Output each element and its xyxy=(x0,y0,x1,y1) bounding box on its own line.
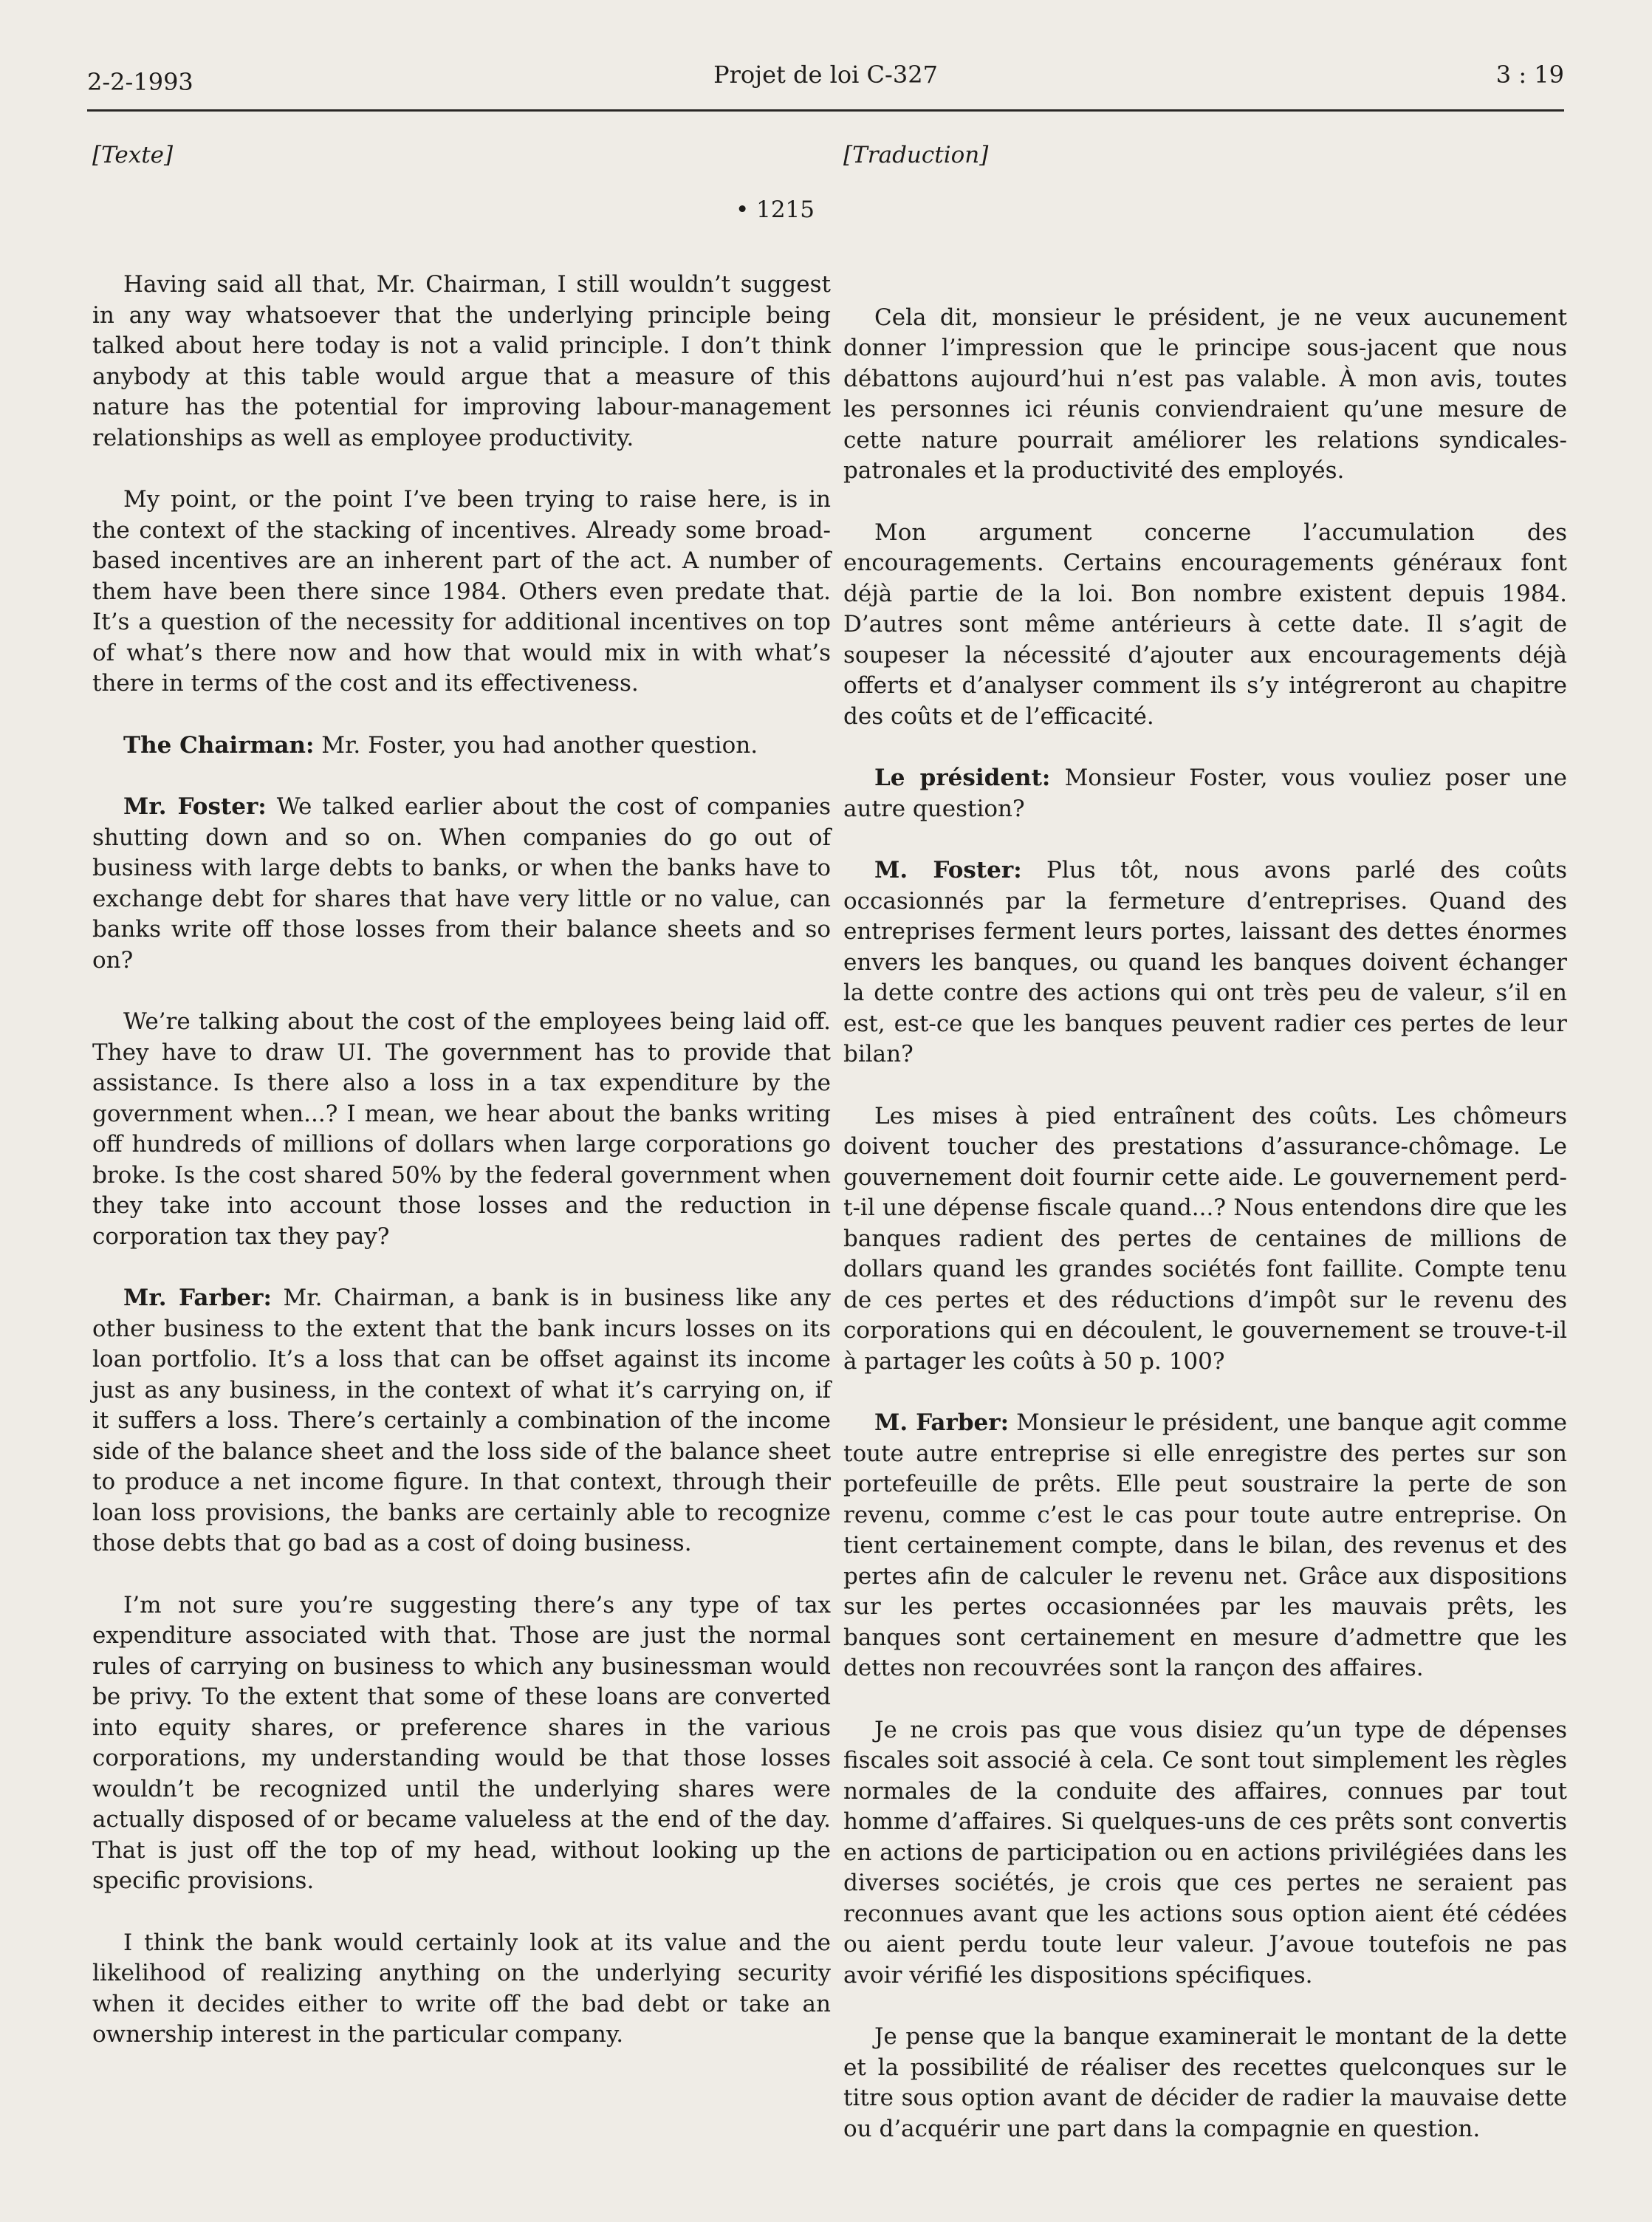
paragraph xyxy=(843,1408,1567,1684)
paragraph xyxy=(92,270,831,454)
paragraph xyxy=(92,731,831,762)
paragraph xyxy=(92,1283,831,1559)
french-paragraphs xyxy=(843,303,1567,2145)
paragraph-text: We talked earlier about the cost of companies shutting down and so on. When companies do go out of business with large debts to banks, or when the banks have to exchange debt for shares that have very little or no value, can banks write off those losses from their balance sheets and so on? xyxy=(92,793,832,974)
section-label-text: [Texte] xyxy=(92,142,174,168)
paragraph-text: Having said all that, Mr. Chairman, I still wouldn’t suggest in any way whatsoever that the underlying principle being talked about here today is not a valid principle. I don’t think anybody at this table would argue that a measure of this nature has the potential for improving labour-management relationships as well as employee productivity. xyxy=(92,271,831,451)
speaker-name: The Chairman: xyxy=(123,731,315,759)
paragraph xyxy=(843,1101,1567,1378)
paragraph-text: Cela dit, monsieur le président, je ne veux aucunement donner l’impression que le principe sous-jacent que nous débattons aujourd’hui n’est pas valable. À mon avis, toutes les personnes ici réunis conviendraient qu’une mesure de cette nature pourrait améliorer les relations syndicales-patronales et la productivité des employés. xyxy=(843,304,1567,484)
section-label-traduction: [Traduction] xyxy=(843,142,989,168)
page-number: 3 : 19 xyxy=(1495,61,1564,89)
speaker-name: M. Farber: xyxy=(874,1409,1010,1436)
paragraph-text: Je ne crois pas que vous disiez qu’un type de dépenses fiscales soit associé à cela. Ce sont tout simplement les règles normales de la conduite des affaires, connues par tout homme d’affaires. Si quelques-uns de ces prêts sont convertis en actions de participation ou en actions privilégiées dans les diverses sociétés, je crois que ces pertes ne seraient pas reconnues avant que les actions sous option aient été cédées ou aient perdu toute leur valeur. J’avoue toutefois ne pas avoir vérifié les dispositions spécifiques. xyxy=(843,1716,1567,1989)
english-paragraphs xyxy=(92,270,831,2051)
paragraph-text: My point, or the point I’ve been trying to raise here, is in the context of the stacking of incentives. Already some broad-based incentives are an inherent part of the act. A number of them have been there since 1984. Others even predate that. It’s a question of the necessity for additional incentives on top of what’s there now and how that would mix in with what’s there in terms of the cost and its effectiveness. xyxy=(92,486,831,697)
paragraph-text: Mr. Foster, you had another question. xyxy=(321,731,758,759)
paragraph-text: Monsieur le président, une banque agit comme toute autre entreprise si elle enregistre des pertes sur son portefeuille de prêts. Elle peut soustraire la perte de son revenu, comme c’est le cas pour toute autre entreprise. On tient certainement compte, dans le bilan, des revenus et des pertes afin de calculer le revenu net. Grâce aux dispositions sur les pertes occasionnées par les mauvais prêts, les banques sont certainement en mesure d’admettre que les dettes non recouvrées sont la rançon des affaires. xyxy=(843,1409,1568,1681)
french-column xyxy=(843,140,1567,2175)
time-stamp: • 1215 xyxy=(735,196,815,223)
bill-title: Projet de loi C-327 xyxy=(713,61,938,89)
paragraph-text: Je pense que la banque examinerait le montant de la dette et la possibilité de réaliser des recettes quelconques sur le titre sous option avant de décider de radier la mauvaise dette ou d’acquérir une part dans la compagnie en question. xyxy=(843,2023,1567,2142)
speaker-name: Mr. Foster: xyxy=(123,793,267,820)
paragraph xyxy=(92,1928,831,2051)
paragraph xyxy=(843,303,1567,487)
paragraph-text: Plus tôt, nous avons parlé des coûts occasionnés par la fermeture d’entreprises. Quand des entreprises ferment leurs portes, laissant des dettes énormes envers les banques, ou quand les banques doivent échanger la dette contre des actions qui ont très peu de valeur, s’il en est, est-ce que les banques peuvent radier ces pertes de leur bilan? xyxy=(843,857,1567,1067)
paragraph xyxy=(843,2022,1567,2144)
paragraph-text: I’m not sure you’re suggesting there’s any type of tax expenditure associated with that. Those are just the normal rules of carrying on business to which any businessman would be privy. To the extent that some of these loans are converted into equity shares, or preference shares in the various corporations, my understanding would be that those losses wouldn’t be recognized until the underlying shares were actually disposed of or became valueless at the end of the day. That is just off the top of my head, without looking up the specific provisions. xyxy=(92,1591,831,1894)
paragraph xyxy=(92,792,831,976)
paragraph xyxy=(843,855,1567,1070)
paragraph-text: Les mises à pied entraînent des coûts. Les chômeurs doivent toucher des prestations d’assurance-chômage. Le gouvernement doit fournir cette aide. Le gouvernement perd-t-il une dépense fiscale quand...? Nous entendons dire que les banques radient des pertes de centaines de millions de dollars quand les grandes sociétés font faillite. Compte tenu de ces pertes et des réductions d’impôt sur le revenu des corporations qui en découlent, le gouvernement se trouve-t-il à partager les coûts à 50 p. 100? xyxy=(843,1102,1567,1375)
paragraph-text: I think the bank would certainly look at its value and the likelihood of realizing anything on the underlying security when it decides either to write off the bad debt or take an ownership interest in the particular company. xyxy=(92,1929,831,2048)
paragraph xyxy=(92,485,831,700)
english-column xyxy=(92,140,831,2082)
paragraph-text: Mr. Chairman, a bank is in business like any other business to the extent that the bank incurs losses on its loan portfolio. It’s a loss that can be offset against its income just as any business, in the context of what it’s carrying on, if it suffers a loss. There’s certainly a combination of the income side of the balance sheet and the loss side of the balance sheet to produce a net income figure. In that context, through their loan loss provisions, the banks are certainly able to recognize those debts that go bad as a cost of doing business. xyxy=(92,1285,831,1556)
page-header xyxy=(87,58,1564,112)
paragraph xyxy=(843,518,1567,733)
paragraph xyxy=(843,1715,1567,1992)
speaker-name: Le président: xyxy=(874,765,1051,791)
paragraph xyxy=(92,1007,831,1252)
paragraph xyxy=(92,1590,831,1897)
speaker-name: M. Foster: xyxy=(874,857,1022,883)
column-spacer xyxy=(843,201,1567,303)
paragraph xyxy=(843,763,1567,824)
sitting-date: 2-2-1993 xyxy=(87,68,193,96)
paragraph-text: Mon argument concerne l’accumulation des encouragements. Certains encouragements généraux font déjà partie de la loi. Bon nombre existent depuis 1984. D’autres sont même antérieurs à cette date. Il s’agit de soupeser la nécessité d’ajouter aux encouragements déjà offerts et d’analyser comment ils s’y intégreront au chapitre des coûts et de l’efficacité. xyxy=(843,519,1567,730)
paragraph-text: Monsieur Foster, vous vouliez poser une autre question? xyxy=(843,765,1567,822)
speaker-name: Mr. Farber: xyxy=(123,1285,272,1311)
paragraph-text: We’re talking about the cost of the employees being laid off. They have to draw UI. The government has to provide that assistance. Is there also a loss in a tax expenditure by the government when...? I mean, we hear about the banks writing off hundreds of millions of dollars when large corporations go broke. Is the cost shared 50% by the federal government when they take into account those losses and the reduction in corporation tax they pay? xyxy=(92,1008,831,1250)
